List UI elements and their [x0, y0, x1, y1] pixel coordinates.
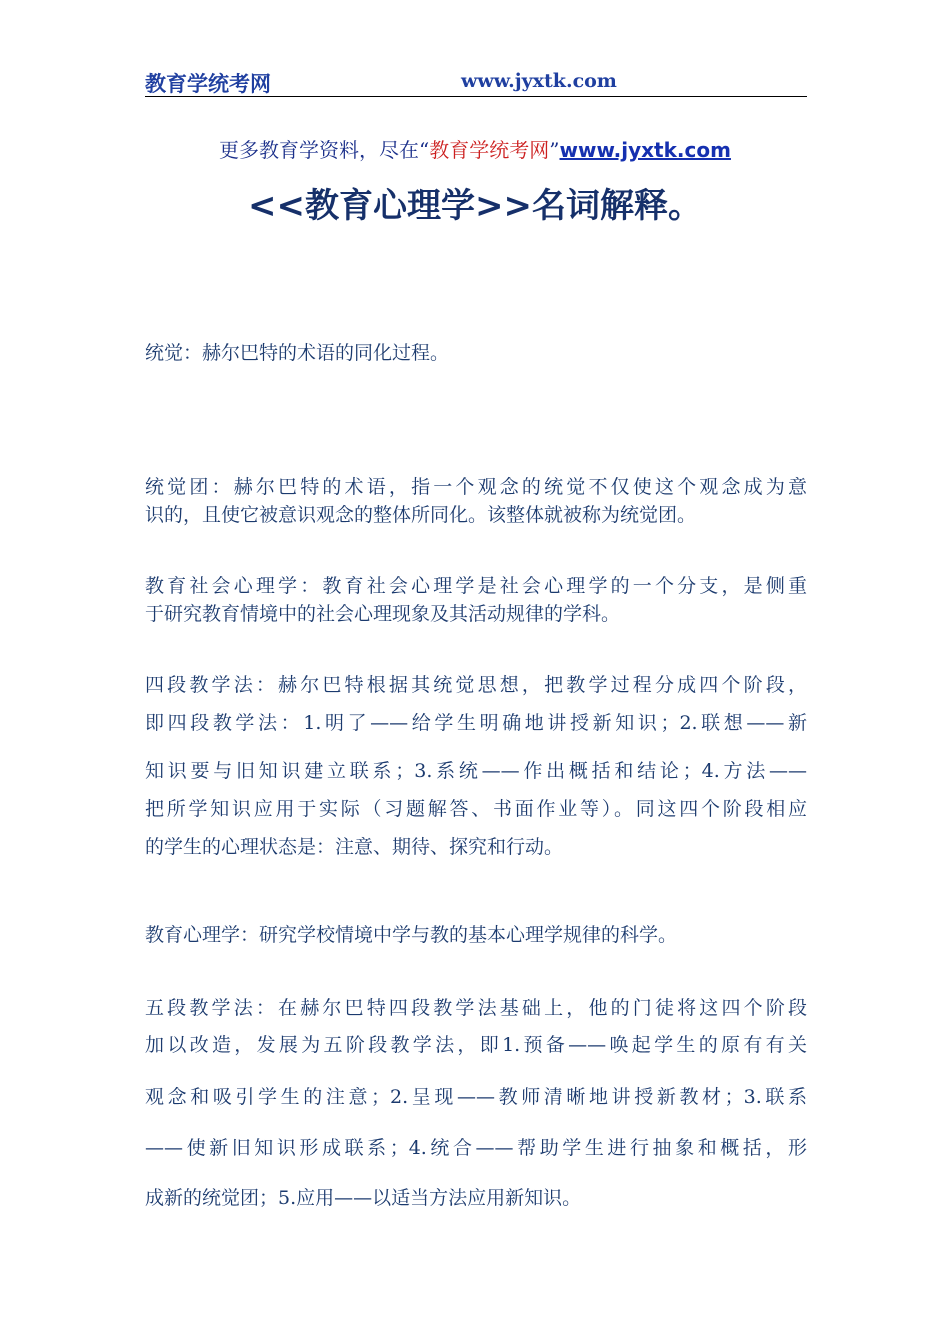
- paragraph-line: 教育心理学：研究学校情境中学与教的基本心理学规律的科学。: [145, 924, 678, 946]
- paragraph-line: 统觉：赫尔巴特的术语的同化过程。: [145, 342, 450, 364]
- document-title: <<教育心理学>>名词解释。: [248, 186, 702, 226]
- paragraph-line: 成新的统觉团；5.应用——以适当方法应用新知识。: [145, 1187, 582, 1209]
- paragraph-line: ——使新旧知识形成联系；4.统合——帮助学生进行抽象和概括，形: [145, 1137, 807, 1159]
- paragraph-line: 观念和吸引学生的注意；2.呈现——教师清晰地讲授新教材；3.联系: [145, 1086, 807, 1108]
- promo-prefix: 更多教育学资料，尽在“: [219, 138, 430, 162]
- promo-line: [0, 134, 950, 163]
- paragraph-line: 教育社会心理学：教育社会心理学是社会心理学的一个分支，是侧重: [145, 575, 807, 597]
- promo-site-name: 教育学统考网: [429, 138, 550, 162]
- paragraph-line: 知识要与旧知识建立联系；3.系统——作出概括和结论；4.方法——: [145, 760, 807, 782]
- paragraph-line: 识的，且使它被意识观念的整体所同化。该整体就被称为统觉团。: [145, 504, 697, 526]
- promo-link[interactable]: www.jyxtk.com: [559, 138, 731, 162]
- paragraph-line: 统觉团：赫尔巴特的术语，指一个观念的统觉不仅使这个观念成为意: [145, 476, 807, 498]
- paragraph-line: 五段教学法：在赫尔巴特四段教学法基础上，他的门徒将这四个阶段: [145, 997, 807, 1019]
- paragraph-line: 把所学知识应用于实际（习题解答、书面作业等）。同这四个阶段相应: [145, 798, 807, 820]
- paragraph-line: 四段教学法：赫尔巴特根据其统觉思想，把教学过程分成四个阶段，: [145, 674, 807, 696]
- paragraph-line: 加以改造，发展为五阶段教学法，即1.预备——唤起学生的原有有关: [145, 1034, 807, 1056]
- paragraph-line: 即四段教学法：1.明了——给学生明确地讲授新知识；2.联想——新: [145, 712, 807, 734]
- header-site-name: 教育学统考网: [145, 71, 271, 96]
- header-url[interactable]: www.jyxtk.com: [461, 70, 617, 92]
- page-header: [145, 66, 807, 97]
- paragraph-line: 的学生的心理状态是：注意、期待、探究和行动。: [145, 836, 564, 858]
- paragraph-line: 于研究教育情境中的社会心理现象及其活动规律的学科。: [145, 603, 621, 625]
- promo-suffix: ”: [549, 138, 560, 162]
